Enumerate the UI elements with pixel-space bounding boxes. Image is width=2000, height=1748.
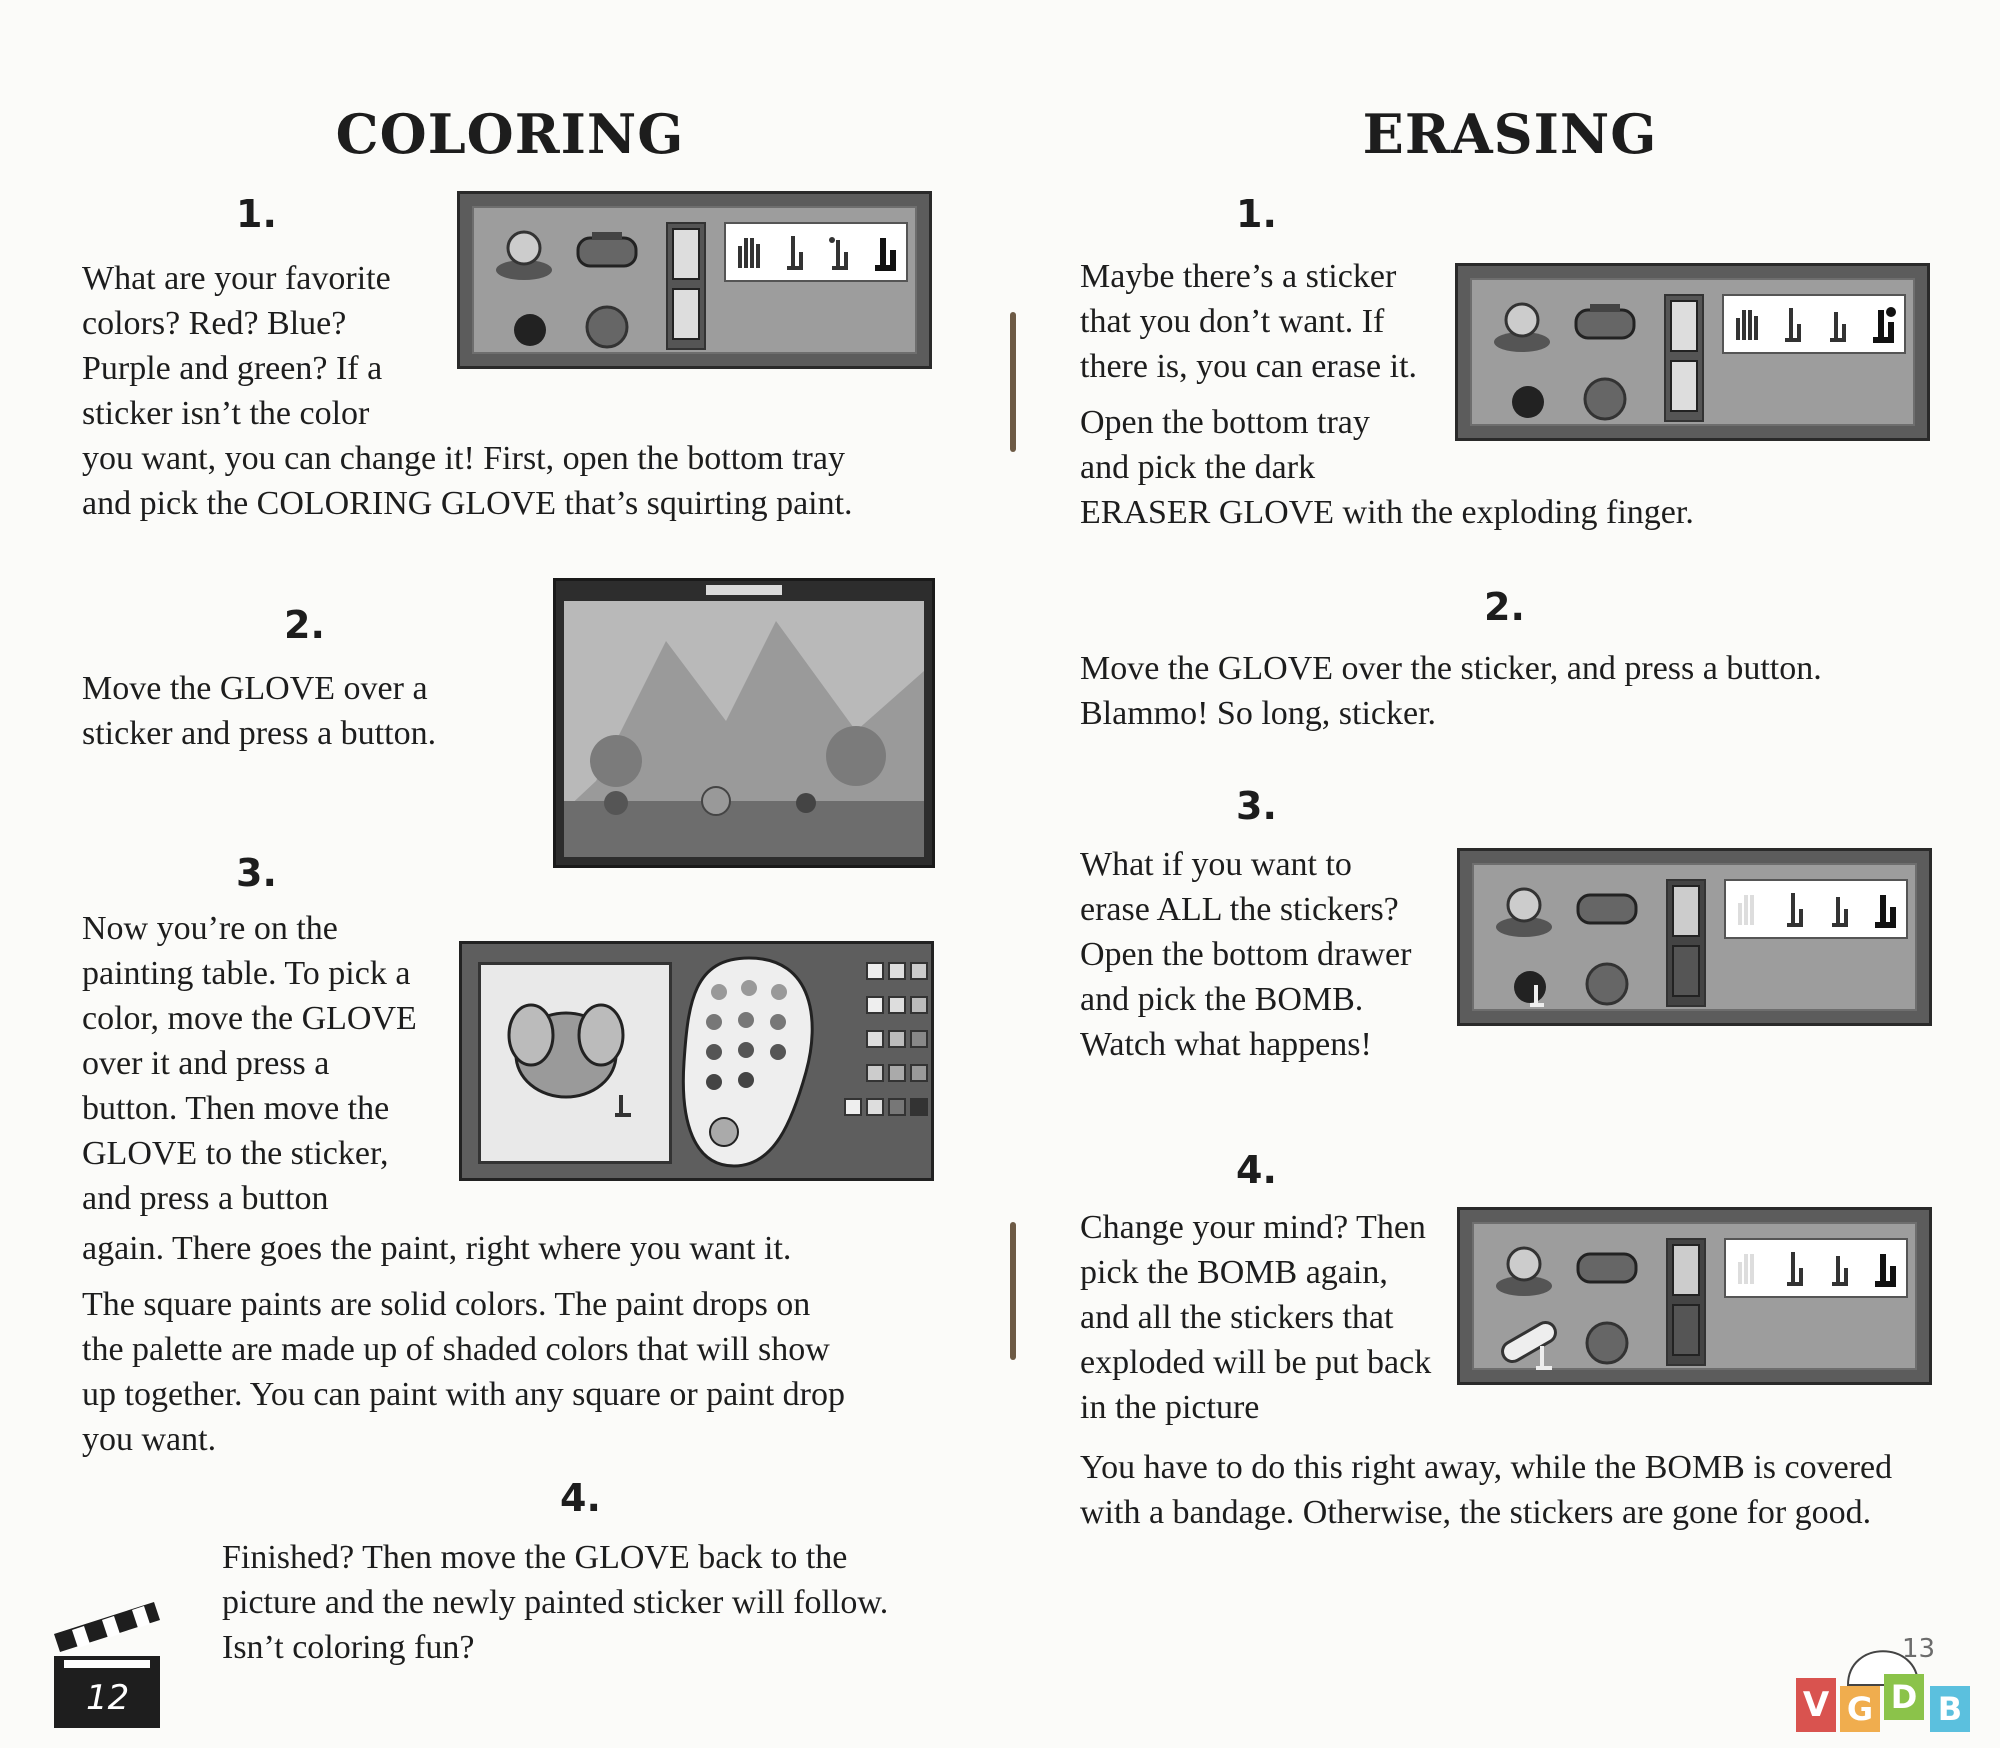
character-saucer-icon — [494, 226, 554, 284]
coloring-step-2-text: Move the GLOVE over a sticker and press a button. — [82, 670, 437, 752]
erasing-step-2-number: 2. — [1484, 585, 1525, 629]
boombox-icon — [1574, 1246, 1640, 1286]
page-number-right-hint: 13 — [1902, 1634, 1936, 1664]
erasing-step-1-text: Maybe there’s a sticker that you don’t want. If there is, you can erase it. — [1080, 258, 1418, 385]
watermark-letter-b: B — [1930, 1686, 1970, 1732]
erasing-step-4-number: 4. — [1236, 1148, 1277, 1192]
coloring-step-1-text: What are your favorite colors? Red? Blue? Purple and green? If a sticker isn’t the color — [82, 260, 391, 432]
bomb-icon — [510, 308, 550, 348]
erasing-step-4-text: Change your mind? Then pick the BOMB again, and all the stickers that exploded will be put back in the picture — [1080, 1209, 1432, 1426]
tray-screenshot-erasing-4 — [1457, 1207, 1932, 1385]
character-saucer-icon — [1494, 1242, 1554, 1300]
pointing-glove-icon — [779, 232, 809, 272]
character-saucer-icon — [1494, 883, 1554, 941]
pointing-glove-icon — [1779, 889, 1809, 929]
erasing-step-2-text: Move the GLOVE over the sticker, and press a button. Blammo! So long, sticker. — [1080, 650, 1822, 732]
bomb-icon — [1508, 380, 1548, 420]
coloring-glove-icon — [1824, 889, 1854, 929]
boombox-icon — [1574, 887, 1640, 927]
watermark-letter-v: V — [1796, 1678, 1836, 1732]
glove-selector — [1722, 294, 1906, 354]
erasing-step-3-number: 3. — [1236, 784, 1277, 828]
coloring-step-3-text-continued: again. There goes the paint, right where you want it. — [82, 1230, 792, 1267]
character-saucer-icon — [1492, 298, 1552, 356]
sticker-ball-icon — [1582, 376, 1628, 422]
watermark-letter-d: D — [1884, 1674, 1924, 1720]
coloring-title: COLORING — [335, 102, 685, 166]
jungle-scene-screenshot — [553, 578, 935, 868]
coloring-step-1-text-continued: you want, you can change it! First, open the bottom tray and pick the COLORING GLOVE that’s squirting paint. — [82, 440, 853, 522]
monkey-sticker — [604, 791, 628, 815]
bandaged-bomb-icon — [1494, 1316, 1564, 1372]
coloring-glove-icon — [824, 232, 854, 272]
sticker-ball-icon — [1584, 1320, 1630, 1366]
tray-screenshot-erasing-3 — [1457, 848, 1932, 1026]
elephant-sticker-image — [481, 965, 661, 1155]
coloring-step-3-paint-explanation: The square paints are solid colors. The paint drops on the palette are made up of shaded colors that will show up together. You can paint with any square or paint drop you want. — [82, 1286, 845, 1458]
eraser-glove-icon — [1869, 889, 1899, 929]
clapperboard-page-number — [50, 1596, 162, 1730]
erasing-step-4-text-continued: You have to do this right away, while the BOMB is covered with a bandage. Otherwise, the stickers are gone for good. — [1080, 1449, 1893, 1531]
glove-selector — [724, 222, 908, 282]
erasing-step-3-text: What if you want to erase ALL the stickers? Open the bottom drawer and pick the BOMB. Watch what happens! — [1080, 846, 1412, 1063]
painting-table-screenshot — [459, 941, 934, 1181]
open-hand-glove-icon — [1734, 1248, 1764, 1288]
coloring-step-4-number: 4. — [560, 1476, 601, 1520]
watermark-letter-g: G — [1840, 1686, 1880, 1732]
jungle-background-image — [556, 581, 932, 865]
page-number-left: 12 — [86, 1678, 130, 1718]
pointing-glove-icon — [1777, 304, 1807, 344]
bomb-icon — [1510, 965, 1554, 1009]
erasing-title: ERASING — [1362, 102, 1658, 166]
eraser-glove-icon — [1867, 304, 1897, 344]
staple-bottom — [1010, 1222, 1016, 1360]
coloring-step-2-number: 2. — [284, 603, 325, 647]
paint-palette — [674, 952, 824, 1174]
elephant-sticker — [702, 787, 730, 815]
coloring-step-1-number: 1. — [236, 192, 277, 236]
sticker-ball-icon — [1584, 961, 1630, 1007]
coloring-step-4-text: Finished? Then move the GLOVE back to the picture and the newly painted sticker will follow. Isn’t coloring fun? — [222, 1539, 889, 1666]
exit-door-icon — [666, 222, 706, 350]
coloring-step-3-number: 3. — [236, 851, 277, 895]
open-hand-glove-icon — [1734, 889, 1764, 929]
erasing-step-1-text-continued: Open the bottom tray and pick the dark ERASER GLOVE with the exploding finger. — [1080, 404, 1694, 531]
exit-door-icon — [1666, 879, 1706, 1007]
eraser-glove-icon — [1869, 1248, 1899, 1288]
open-hand-glove-icon — [1732, 304, 1762, 344]
coloring-step-3-text: Now you’re on the painting table. To pick a color, move the GLOVE over it and press a button. Then move the GLOVE to the sticker, and press a button — [82, 910, 417, 1217]
erasing-step-1-number: 1. — [1236, 192, 1277, 236]
open-hand-glove-icon — [734, 232, 764, 272]
exit-door-icon — [1666, 1238, 1706, 1366]
sticker-canvas — [478, 962, 672, 1164]
boombox-icon — [1572, 302, 1638, 342]
tray-screenshot-coloring-1 — [457, 191, 932, 369]
exit-door-icon — [1664, 294, 1704, 422]
staple-top — [1010, 312, 1016, 452]
glove-selector — [1724, 879, 1908, 939]
solid-color-squares — [832, 958, 928, 1158]
bird-sticker — [796, 793, 816, 813]
vgdb-watermark — [1790, 1630, 1990, 1740]
boombox-icon — [574, 230, 640, 270]
eraser-glove-icon — [869, 232, 899, 272]
tray-screenshot-erasing-1 — [1455, 263, 1930, 441]
coloring-glove-icon — [1822, 304, 1852, 344]
glove-selector — [1724, 1238, 1908, 1298]
sticker-ball-icon — [584, 304, 630, 350]
coloring-glove-icon — [1824, 1248, 1854, 1288]
pointing-glove-icon — [1779, 1248, 1809, 1288]
